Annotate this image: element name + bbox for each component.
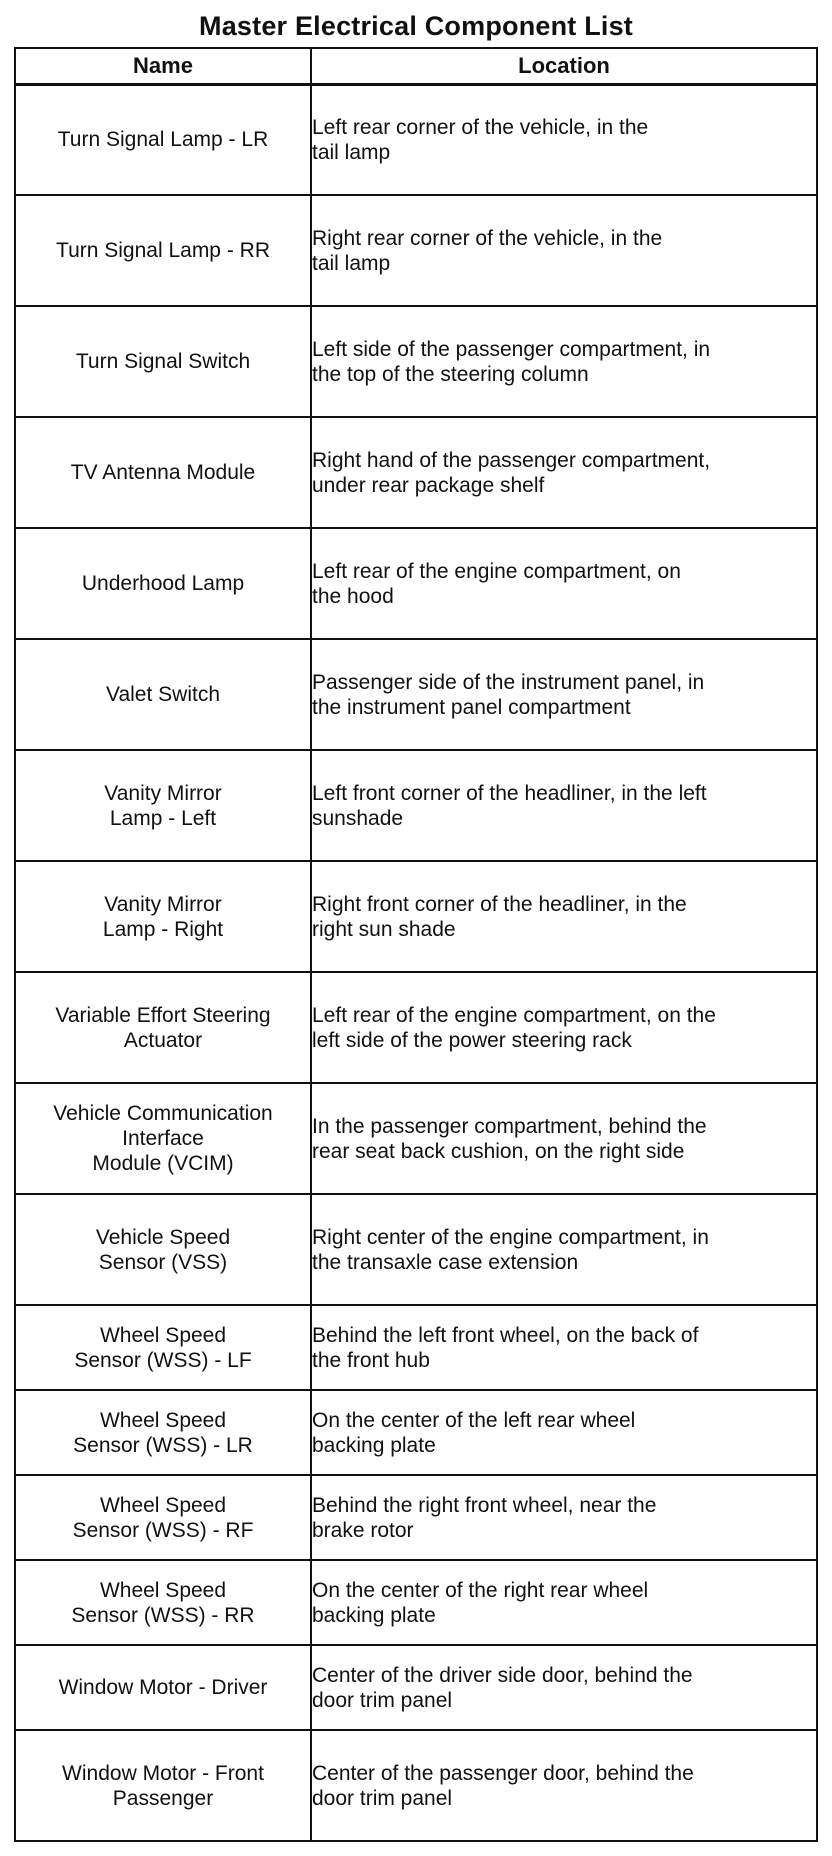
table-row [15, 750, 817, 861]
table-row [15, 861, 817, 972]
component-location: In the passenger compartment, behind the rear seat back cushion, on the right side [311, 1083, 817, 1194]
component-name: Window Motor - Driver [15, 1645, 311, 1730]
component-name: Turn Signal Lamp - LR [15, 84, 311, 195]
component-location: Left rear of the engine compartment, on the hood [311, 528, 817, 639]
column-header-location: Location [311, 48, 817, 84]
component-location: Behind the left front wheel, on the back of the front hub [311, 1305, 817, 1390]
page-title: Master Electrical Component List [199, 11, 633, 41]
component-location: Left rear corner of the vehicle, in the tail lamp [311, 84, 817, 195]
component-name: Wheel Speed Sensor (WSS) - RF [15, 1475, 311, 1560]
table-row [15, 528, 817, 639]
component-name: Window Motor - Front Passenger [15, 1730, 311, 1841]
component-location: Right front corner of the headliner, in the right sun shade [311, 861, 817, 972]
component-location: Center of the driver side door, behind the door trim panel [311, 1645, 817, 1730]
component-name: Wheel Speed Sensor (WSS) - LF [15, 1305, 311, 1390]
component-location: On the center of the left rear wheel backing plate [311, 1390, 817, 1475]
table-header-row [15, 48, 817, 84]
component-location: Left rear of the engine compartment, on the left side of the power steering rack [311, 972, 817, 1083]
table-row [15, 1305, 817, 1390]
table-row [15, 1730, 817, 1841]
table-row [15, 972, 817, 1083]
table-row [15, 1560, 817, 1645]
column-header-name: Name [15, 48, 311, 84]
component-location: Right center of the engine compartment, in the transaxle case extension [311, 1194, 817, 1305]
table-row [15, 1194, 817, 1305]
component-table [14, 47, 818, 1842]
component-location: On the center of the right rear wheel backing plate [311, 1560, 817, 1645]
component-location: Right rear corner of the vehicle, in the tail lamp [311, 195, 817, 306]
component-name: Wheel Speed Sensor (WSS) - LR [15, 1390, 311, 1475]
component-name: Vehicle Speed Sensor (VSS) [15, 1194, 311, 1305]
component-name: Valet Switch [15, 639, 311, 750]
component-location: Center of the passenger door, behind the door trim panel [311, 1730, 817, 1841]
component-location: Behind the right front wheel, near the brake rotor [311, 1475, 817, 1560]
table-row [15, 1390, 817, 1475]
table-row [15, 1645, 817, 1730]
component-name: Variable Effort Steering Actuator [15, 972, 311, 1083]
table-row [15, 306, 817, 417]
component-name: Vanity Mirror Lamp - Right [15, 861, 311, 972]
component-name: Vehicle Communication Interface Module (VCIM) [15, 1083, 311, 1194]
table-row [15, 417, 817, 528]
table-row [15, 1475, 817, 1560]
component-location: Left side of the passenger compartment, in the top of the steering column [311, 306, 817, 417]
component-location: Passenger side of the instrument panel, in the instrument panel compartment [311, 639, 817, 750]
component-location: Right hand of the passenger compartment, under rear package shelf [311, 417, 817, 528]
component-name: Turn Signal Lamp - RR [15, 195, 311, 306]
component-location: Left front corner of the headliner, in the left sunshade [311, 750, 817, 861]
component-name: TV Antenna Module [15, 417, 311, 528]
table-row [15, 195, 817, 306]
component-name: Underhood Lamp [15, 528, 311, 639]
component-name: Vanity Mirror Lamp - Left [15, 750, 311, 861]
component-name: Turn Signal Switch [15, 306, 311, 417]
table-row [15, 639, 817, 750]
table-row [15, 84, 817, 195]
component-name: Wheel Speed Sensor (WSS) - RR [15, 1560, 311, 1645]
table-row [15, 1083, 817, 1194]
